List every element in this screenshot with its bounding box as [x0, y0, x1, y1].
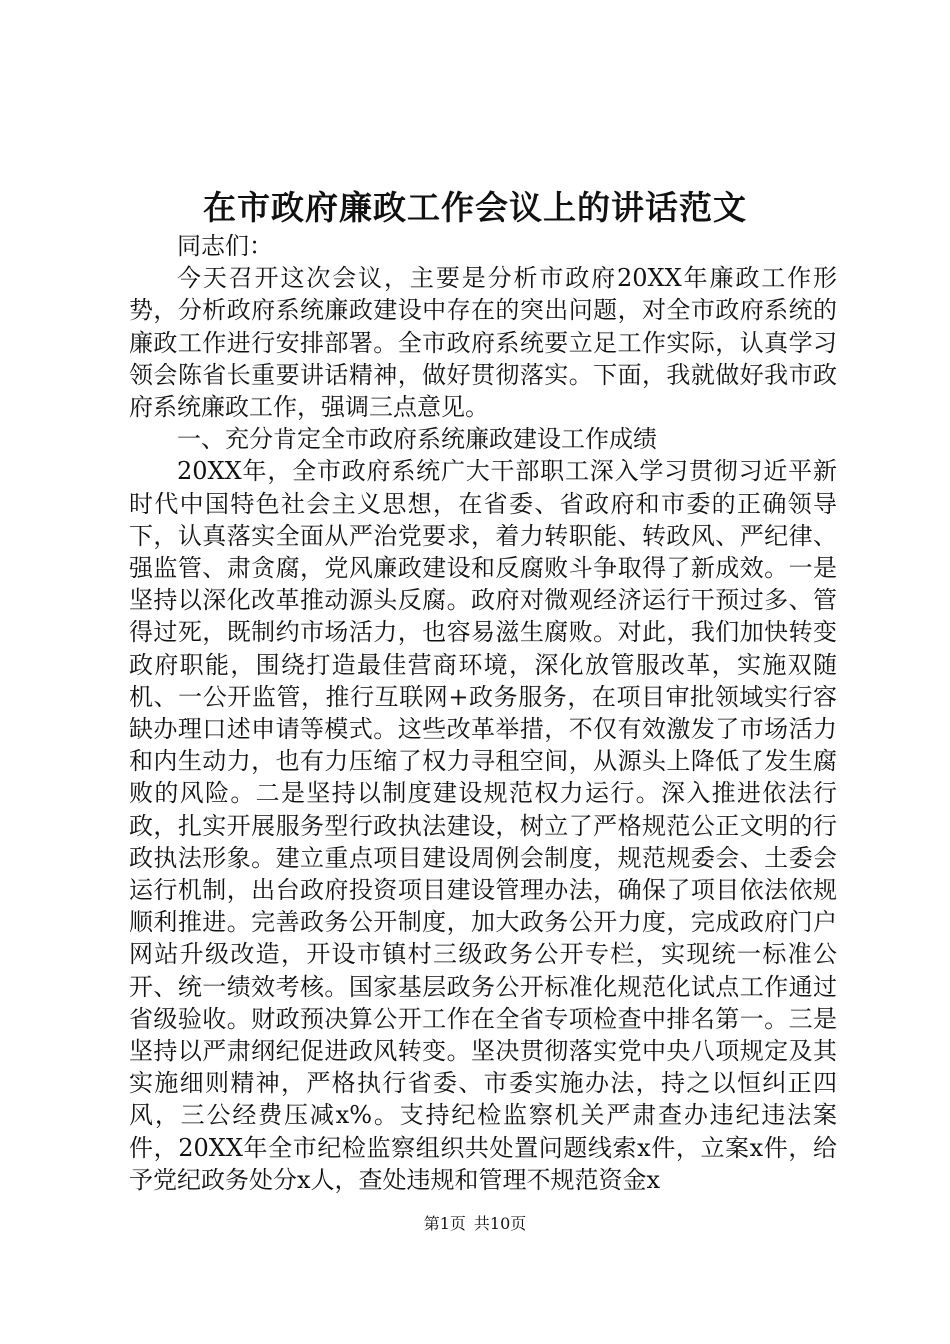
document-title: 在市政府廉政工作会议上的讲话范文 [203, 188, 747, 227]
page-total: 共10页 [473, 1214, 527, 1233]
intro-paragraph: 今天召开这次会议，主要是分析市政府20XX年廉政工作形势，分析政府系统廉政建设中存在的突出问题，对全市政府系统的廉政工作进行安排部署。全市政府系统要立足工作实际，认真学习领会陈省长重要讲话精神，做好贯彻落实。下面，我就做好我市政府系统廉政工作，强调三点意见。 [129, 264, 837, 422]
salutation: 同志们： [177, 232, 273, 260]
page-footer [0, 1212, 950, 1236]
page-number: 第1页 [423, 1214, 466, 1233]
document-body [129, 230, 837, 1196]
section-heading: 一、充分肯定全市政府系统廉政建设工作成绩 [177, 425, 657, 454]
body-paragraph: 20XX年，全市政府系统广大干部职工深入学习贯彻习近平新时代中国特色社会主义思想，在省委、省政府和市委的正确领导下，认真落实全面从严治党要求，着力转职能、转政风、严纪律、强监管、肃贪腐，党风廉政建设和反腐败斗争取得了新成效。一是坚持以深化改革推动源头反腐。政府对微观经济运行干预过多、管得过死，既制约市场活力，也容易滋生腐败。对此，我们加快转变政府职能，围绕打造最佳营商环境，深化放管服改革，实施双随机、一公开监管，推行互联网+政务服务，在项目审批领域实行容缺办理口述申请等模式。这些改革举措，不仅有效激发了市场活力和内生动力，也有力压缩了权力寻租空间，从源头上降低了发生腐败的风险。二是坚持以制度建设规范权力运行。深入推进依法行政，扎实开展服务型行政执法建设，树立了严格规范公正文明的行政执法形象。建立重点项目建设周例会制度，规范规委会、土委会运行机制，出台政府投资项目建设管理办法，确保了项目依法依规顺利推进。完善政务公开制度，加大政务公开力度，完成政府门户网站升级改造，开设市镇村三级政务公开专栏，实现统一标准公开、统一绩效考核。国家基层政务公开标准化规范化试点工作通过省级验收。财政预决算公开工作在全省专项检查中排名第一。三是坚持以严肃纲纪促进政风转变。坚决贯彻落实党中央八项规定及其实施细则精神，严格执行省委、市委实施办法，持之以恒纠正四风，三公经费压减x%。支持纪检监察机关严肃查办违纪违法案件，20XX年全市纪检监察组织共处置问题线索x件，立案x件，给予党纪政务处分x人，查处违规和管理不规范资金x [129, 457, 837, 1194]
